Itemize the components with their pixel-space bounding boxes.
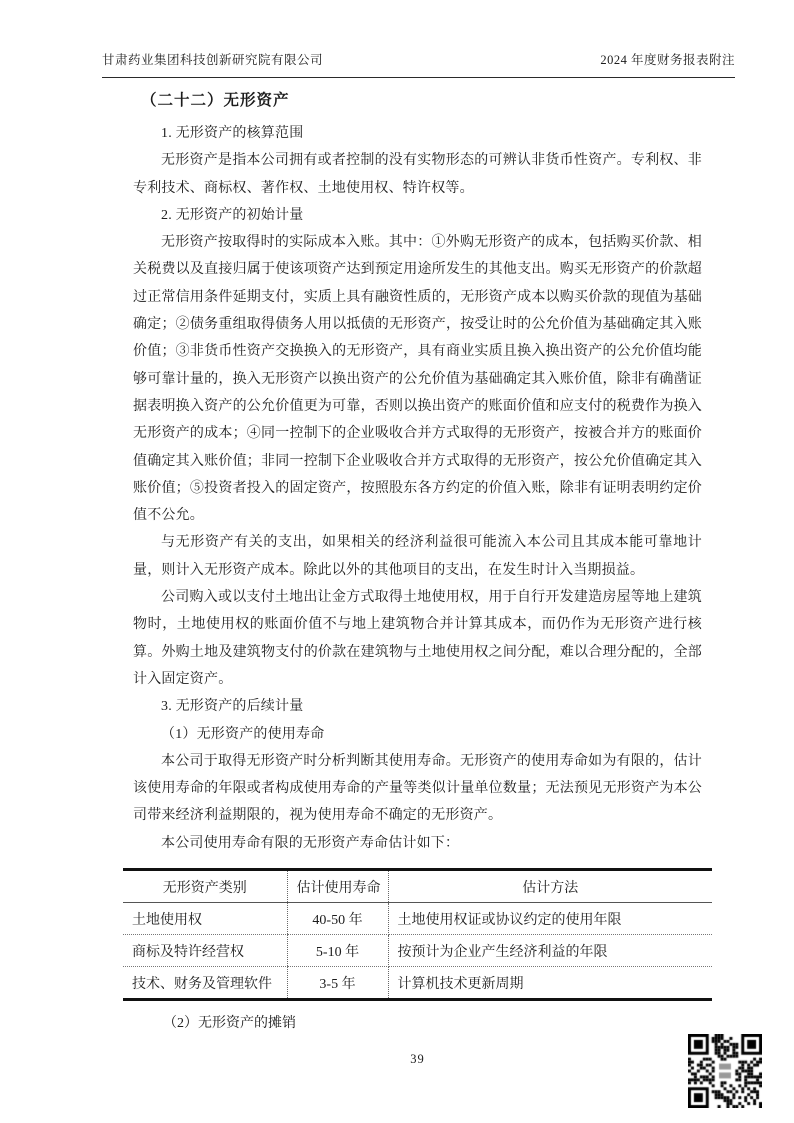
page-header — [102, 50, 735, 78]
section-title: （二十二）无形资产 — [141, 92, 290, 109]
paragraph: 本公司使用寿命有限的无形资产寿命估计如下： — [161, 835, 460, 851]
paragraph: 无形资产按取得时的实际成本入账。其中：①外购无形资产的成本，包括购买价款、相关税费以及直接归属于使该项资产达到预定用途所发生的其他支出。购买无形资产的价款超过正常信用条件延期支付，实质上具有融资性质的，无形资产成本以购买价款的现值为基础确定；②债务重组取得债务人用以抵债的无形资产，按受让时的公允价值为基础确定其入账价值；③非货币性资产交换换入的无形资产，具有商业实质且换入换出资产的公允价值均能够可靠计量的，换入无形资产以换出资产的公允价值为基础确定其入账价值，除非有确凿证据表明换入资产的公允价值更为可靠，否则以换出资产的账面价值和应支付的税费作为换入无形资产的成本；④同一控制下的企业吸收合并方式取得的无形资产，按被合并方的账面价值确定其入账价值；非同一控制下企业吸收合并方式取得的无形资产，按公允价值确定其入账价值；⑤投资者投入的固定资产，按照股东各方约定的价值入账，除非有证明表明约定价值不公允。 — [133, 235, 702, 524]
cell-estimation-method: 计算机技术更新周期 — [397, 976, 524, 992]
paragraph: 本公司于取得无形资产时分析判断其使用寿命。无形资产的使用寿命如为有限的，估计该使用寿命的年限或者构成使用寿命的产量等类似计量单位数量；无法预见无形资产为本公司带来经济利益期限的，视为使用寿命不确定的无形资产。 — [133, 753, 702, 824]
cell-asset-category: 土地使用权 — [123, 903, 287, 935]
after-table-heading: （2）无形资产的摊销 — [163, 1016, 296, 1032]
cell-estimation-method: 土地使用权证或协议约定的使用年限 — [388, 903, 712, 935]
column-header: 估计方法 — [388, 870, 712, 903]
cell-estimated-life: 3-5 年 — [287, 967, 388, 1000]
table-row — [123, 967, 712, 1000]
company-name: 甘肃药业集团科技创新研究院有限公司 — [102, 53, 324, 67]
table-row — [123, 903, 712, 935]
column-header: 估计使用寿命 — [287, 870, 388, 903]
section-body — [123, 120, 712, 857]
paragraph: 公司购入或以支付土地出让金方式取得土地使用权，用于自行开发建造房屋等地上建筑物时，土地使用权的账面价值不与地上建筑物合并计算其成本，而仍作为无形资产进行核算。外购土地及建筑物支付的价款在建筑物与土地使用权之间分配，难以合理分配的，全部计入固定资产。 — [133, 590, 702, 687]
cell-asset-category: 商标及特许经营权 — [123, 935, 287, 967]
report-title: 2024 年度财务报表附注 — [600, 53, 735, 67]
column-header: 无形资产类别 — [123, 870, 287, 903]
qr-code-icon — [688, 1034, 762, 1108]
cell-estimated-life: 5-10 年 — [287, 935, 388, 967]
body-heading: 1. 无形资产的核算范围 — [161, 126, 304, 141]
body-heading: 3. 无形资产的后续计量 — [161, 699, 304, 715]
table-header-row — [123, 870, 712, 903]
paragraph: 无形资产是指本公司拥有或者控制的没有实物形态的可辨认非货币性资产。专利权、非专利技术、商标权、著作权、土地使用权、特许权等。 — [133, 153, 702, 196]
cell-estimation-method: 按预计为企业产生经济利益的年限 — [388, 935, 712, 967]
useful-life-table — [123, 868, 712, 1001]
body-heading: （1）无形资产的使用寿命 — [161, 726, 325, 742]
paragraph: 与无形资产有关的支出，如果相关的经济利益很可能流入本公司且其成本能可靠地计量，则计入无形资产成本。除此以外的其他项目的支出，在发生时计入当期损益。 — [133, 535, 702, 578]
table-row — [123, 935, 712, 967]
body-heading: 2. 无形资产的初始计量 — [161, 207, 304, 223]
cell-estimated-life: 40-50 年 — [287, 903, 388, 935]
page-content — [123, 84, 712, 1037]
cell-asset-category: 技术、财务及管理软件 — [132, 976, 272, 992]
page-number: 39 — [410, 1052, 425, 1066]
